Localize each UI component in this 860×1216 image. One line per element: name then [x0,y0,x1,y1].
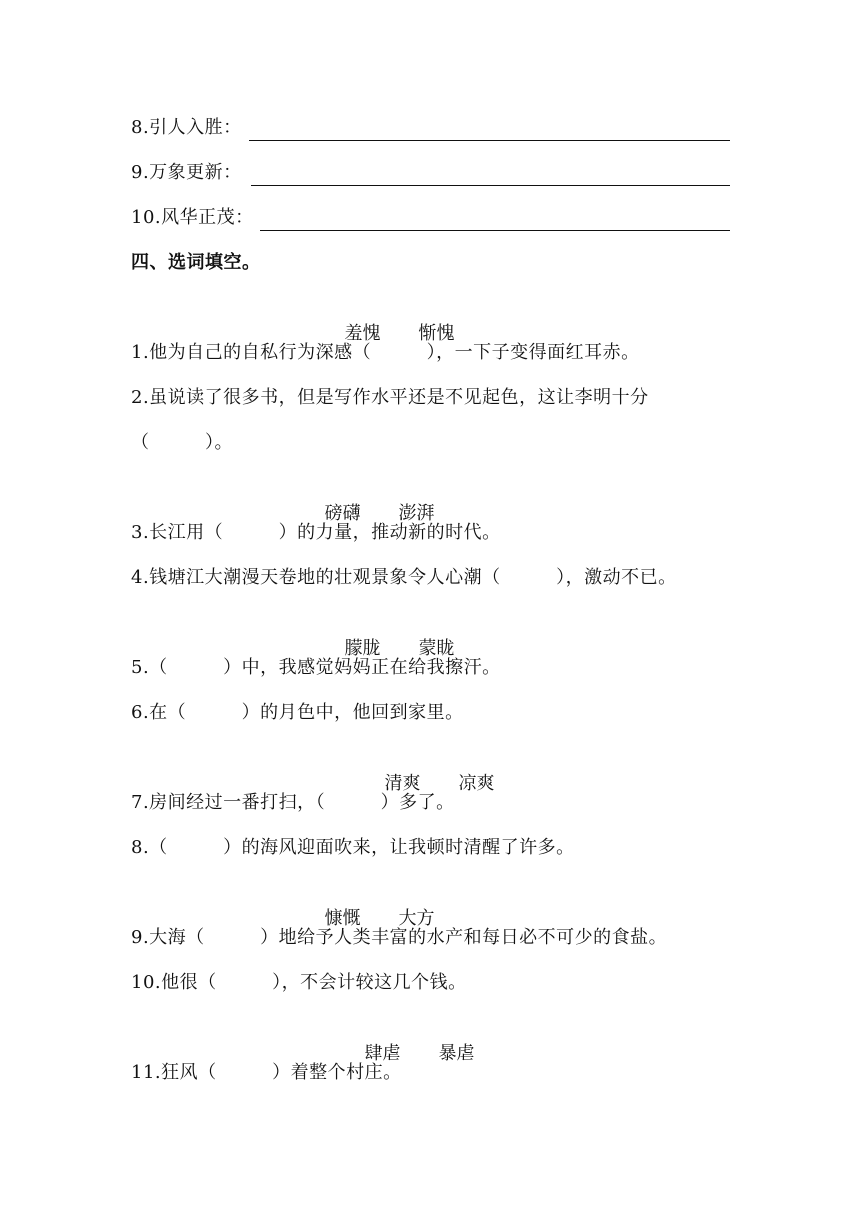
definition-label: 10.风华正茂： [131,207,254,228]
word-option: 羞愧 [344,323,381,344]
word-option: 大方 [398,908,435,929]
word-option: 暴虐 [438,1043,475,1064]
question-line: 8.（ ）的海风迎面吹来，让我顿时清醒了许多。 [131,837,575,858]
question-line: 6.在（ ）的月色中，他回到家里。 [131,702,464,723]
word-option: 清爽 [384,773,421,794]
definition-label: 8.引人入胜： [131,117,242,138]
word-option: 蒙眬 [418,638,455,659]
word-option: 朦胧 [344,638,381,659]
word-option: 磅礴 [324,503,361,524]
question-line: 10.他很（ ），不会计较这几个钱。 [131,972,467,993]
word-option: 凉爽 [458,773,495,794]
answer-underline [251,185,730,186]
definition-row [131,115,730,143]
question-line: 5.（ ）中，我感觉妈妈正在给我擦汗。 [131,657,501,678]
question-line: 2.虽说读了很多书，但是写作水平还是不见起色，这让李明十分 [131,387,649,408]
word-option: 肆虐 [364,1043,401,1064]
word-option: 惭愧 [418,323,455,344]
question-line: （ ）。 [131,432,233,453]
definition-row [131,160,730,188]
answer-underline [260,230,730,231]
word-option: 慷慨 [324,908,361,929]
question-line: 9.大海（ ）地给予人类丰富的水产和每日必不可少的食盐。 [131,927,668,948]
word-option: 澎湃 [398,503,435,524]
question-line: 4.钱塘江大潮漫天卷地的壮观景象令人心潮（ ），激动不已。 [131,567,677,588]
question-line: 1.他为自己的自私行为深感（ ），一下子变得面红耳赤。 [131,342,640,363]
question-line: 3.长江用（ ）的力量，推动新的时代。 [131,522,501,543]
answer-underline [249,140,730,141]
question-line: 11.狂风（ ）着整个村庄。 [131,1062,402,1083]
definition-label: 9.万象更新： [131,162,242,183]
definition-row [131,205,730,233]
question-line: 7.房间经过一番打扫，（ ）多了。 [131,792,455,813]
section-heading: 四、选词填空。 [131,252,261,273]
